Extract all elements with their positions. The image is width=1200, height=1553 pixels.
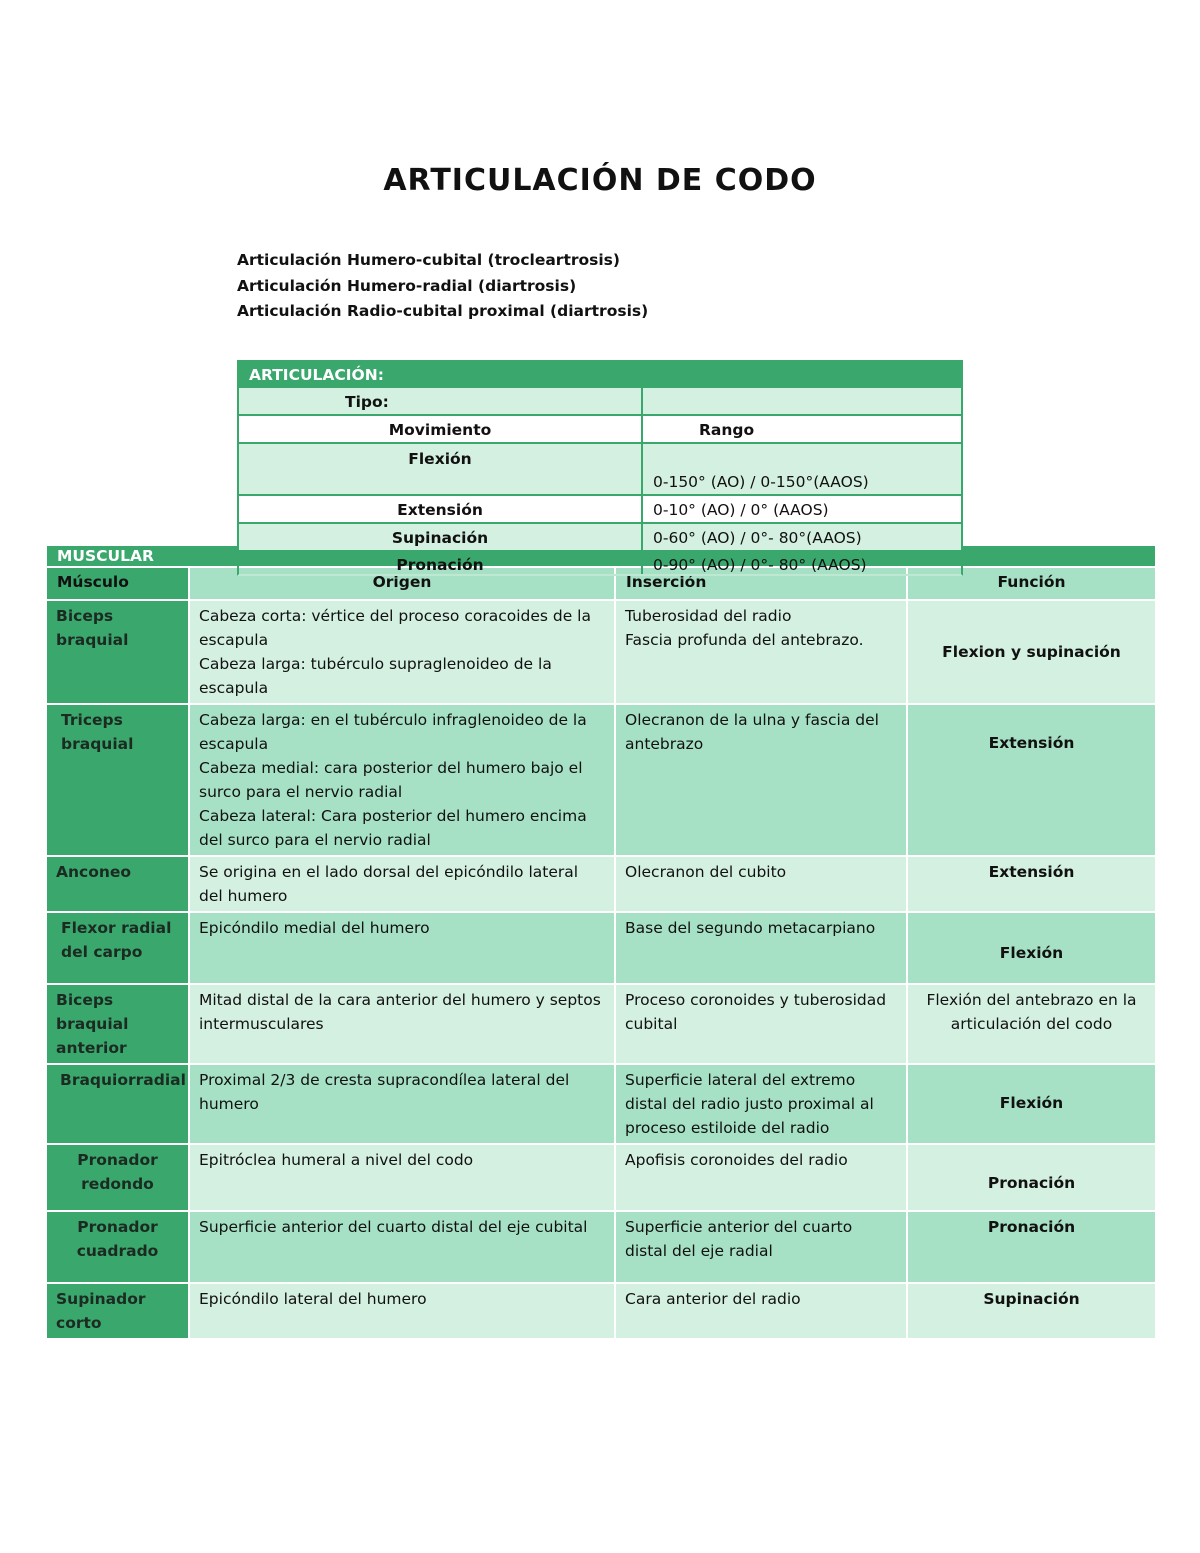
movement-range: 0-10° (AO) / 0° (AAOS) [653,501,829,519]
muscle-name: Triceps braquial [46,704,189,856]
table-row [46,1211,1156,1283]
muscle-function: Flexion y supinación [907,600,1156,704]
muscle-origin: Se origina en el lado dorsal del epicóndilo lateral del humero [189,856,615,912]
movement-row [237,496,963,524]
intro-line: Articulación Humero-radial (diartrosis) [237,276,577,295]
muscle-function: Flexión [907,912,1156,984]
muscle-origin: Epicóndilo medial del humero [189,912,615,984]
movement-name: Extensión [239,496,643,522]
intro-line: Articulación Humero-cubital (trocleartrosis) [237,251,620,269]
muscle-insertion: Cara anterior del radio [615,1283,907,1339]
muscle-name: Anconeo [46,856,189,912]
muscle-name: Pronador redondo [46,1144,189,1211]
muscle-function: Flexión del antebrazo en la articulación del codo [907,984,1156,1064]
table-row [46,1144,1156,1211]
column-header-musculo: Músculo [46,567,189,600]
muscle-table [45,544,1157,1340]
muscle-origin: Epicóndilo lateral del humero [189,1283,615,1339]
muscle-name: Biceps braquial [46,600,189,704]
muscle-insertion: Superficie lateral del extremo distal del radio justo proximal al proceso estiloide del radio [615,1064,907,1144]
tipo-label: Tipo: [239,388,643,414]
muscle-insertion: Olecranon del cubito [615,856,907,912]
movement-name: Pronación [239,552,643,574]
muscle-origin: Proximal 2/3 de cresta supracondílea lateral del humero [189,1064,615,1144]
muscular-header: MUSCULAR [46,545,1156,567]
movement-name: Supinación [239,524,643,550]
table-row [46,600,1156,704]
table-row [46,1064,1156,1144]
muscle-insertion: Olecranon de la ulna y fascia del antebrazo [615,704,907,856]
tipo-row [237,388,963,416]
muscle-insertion: Superficie anterior del cuarto distal del eje radial [615,1211,907,1283]
movement-row [237,524,963,552]
range-column-header: Rango [699,421,755,439]
movement-row [237,552,963,576]
muscle-function: Extensión [907,704,1156,856]
muscle-origin: Cabeza corta: vértice del proceso coracoides de la escapula Cabeza larga: tubérculo supraglenoideo de la escapula [189,600,615,704]
movement-name: Flexión [239,444,643,494]
muscle-function: Pronación [907,1211,1156,1283]
movement-header-row [237,416,963,444]
muscle-insertion: Base del segundo metacarpiano [615,912,907,984]
muscle-name: Pronador cuadrado [46,1211,189,1283]
table-row [46,984,1156,1064]
intro-line: Articulación Radio-cubital proximal (diartrosis) [237,302,649,320]
column-header-insercion: Inserción [615,567,907,600]
muscle-origin: Superficie anterior del cuarto distal del eje cubital [189,1211,615,1283]
page-title: ARTICULACIÓN DE CODO [383,163,817,198]
muscle-function: Flexión [907,1064,1156,1144]
muscle-insertion: Tuberosidad del radio Fascia profunda del antebrazo. [615,600,907,704]
movement-row [237,444,963,496]
intro-list [237,248,648,325]
table-row [46,856,1156,912]
muscle-insertion: Apofisis coronoides del radio [615,1144,907,1211]
muscle-insertion: Proceso coronoides y tuberosidad cubital [615,984,907,1064]
muscle-function: Pronación [907,1144,1156,1211]
table-row [46,912,1156,984]
muscle-function: Supinación [907,1283,1156,1339]
tipo-value [643,388,961,414]
movement-range: 0-150° (AO) / 0-150°(AAOS) [653,473,869,491]
movement-range: 0-60° (AO) / 0°- 80°(AAOS) [653,529,862,547]
column-header-funcion: Función [907,567,1156,600]
muscle-name: Biceps braquial anterior [46,984,189,1064]
articulation-table [237,360,963,576]
articulation-header: ARTICULACIÓN: [237,360,963,388]
muscle-name: Supinador corto [46,1283,189,1339]
column-header-origen: Origen [189,567,615,600]
movement-range: 0-90° (AO) / 0°- 80° (AAOS) [653,556,867,574]
movement-column-header: Movimiento [239,416,643,442]
muscle-name: Braquiorradial [46,1064,189,1144]
table-row [46,704,1156,856]
table-row [46,1283,1156,1339]
muscle-name: Flexor radial del carpo [46,912,189,984]
muscle-function: Extensión [907,856,1156,912]
muscle-origin: Cabeza larga: en el tubérculo infraglenoideo de la escapula Cabeza medial: cara posterior del humero bajo el surco para el nervio radial Cabeza lateral: Cara posterior del humero encima del surco para el nervio radial [189,704,615,856]
muscle-origin: Epitróclea humeral a nivel del codo [189,1144,615,1211]
muscle-origin: Mitad distal de la cara anterior del humero y septos intermusculares [189,984,615,1064]
